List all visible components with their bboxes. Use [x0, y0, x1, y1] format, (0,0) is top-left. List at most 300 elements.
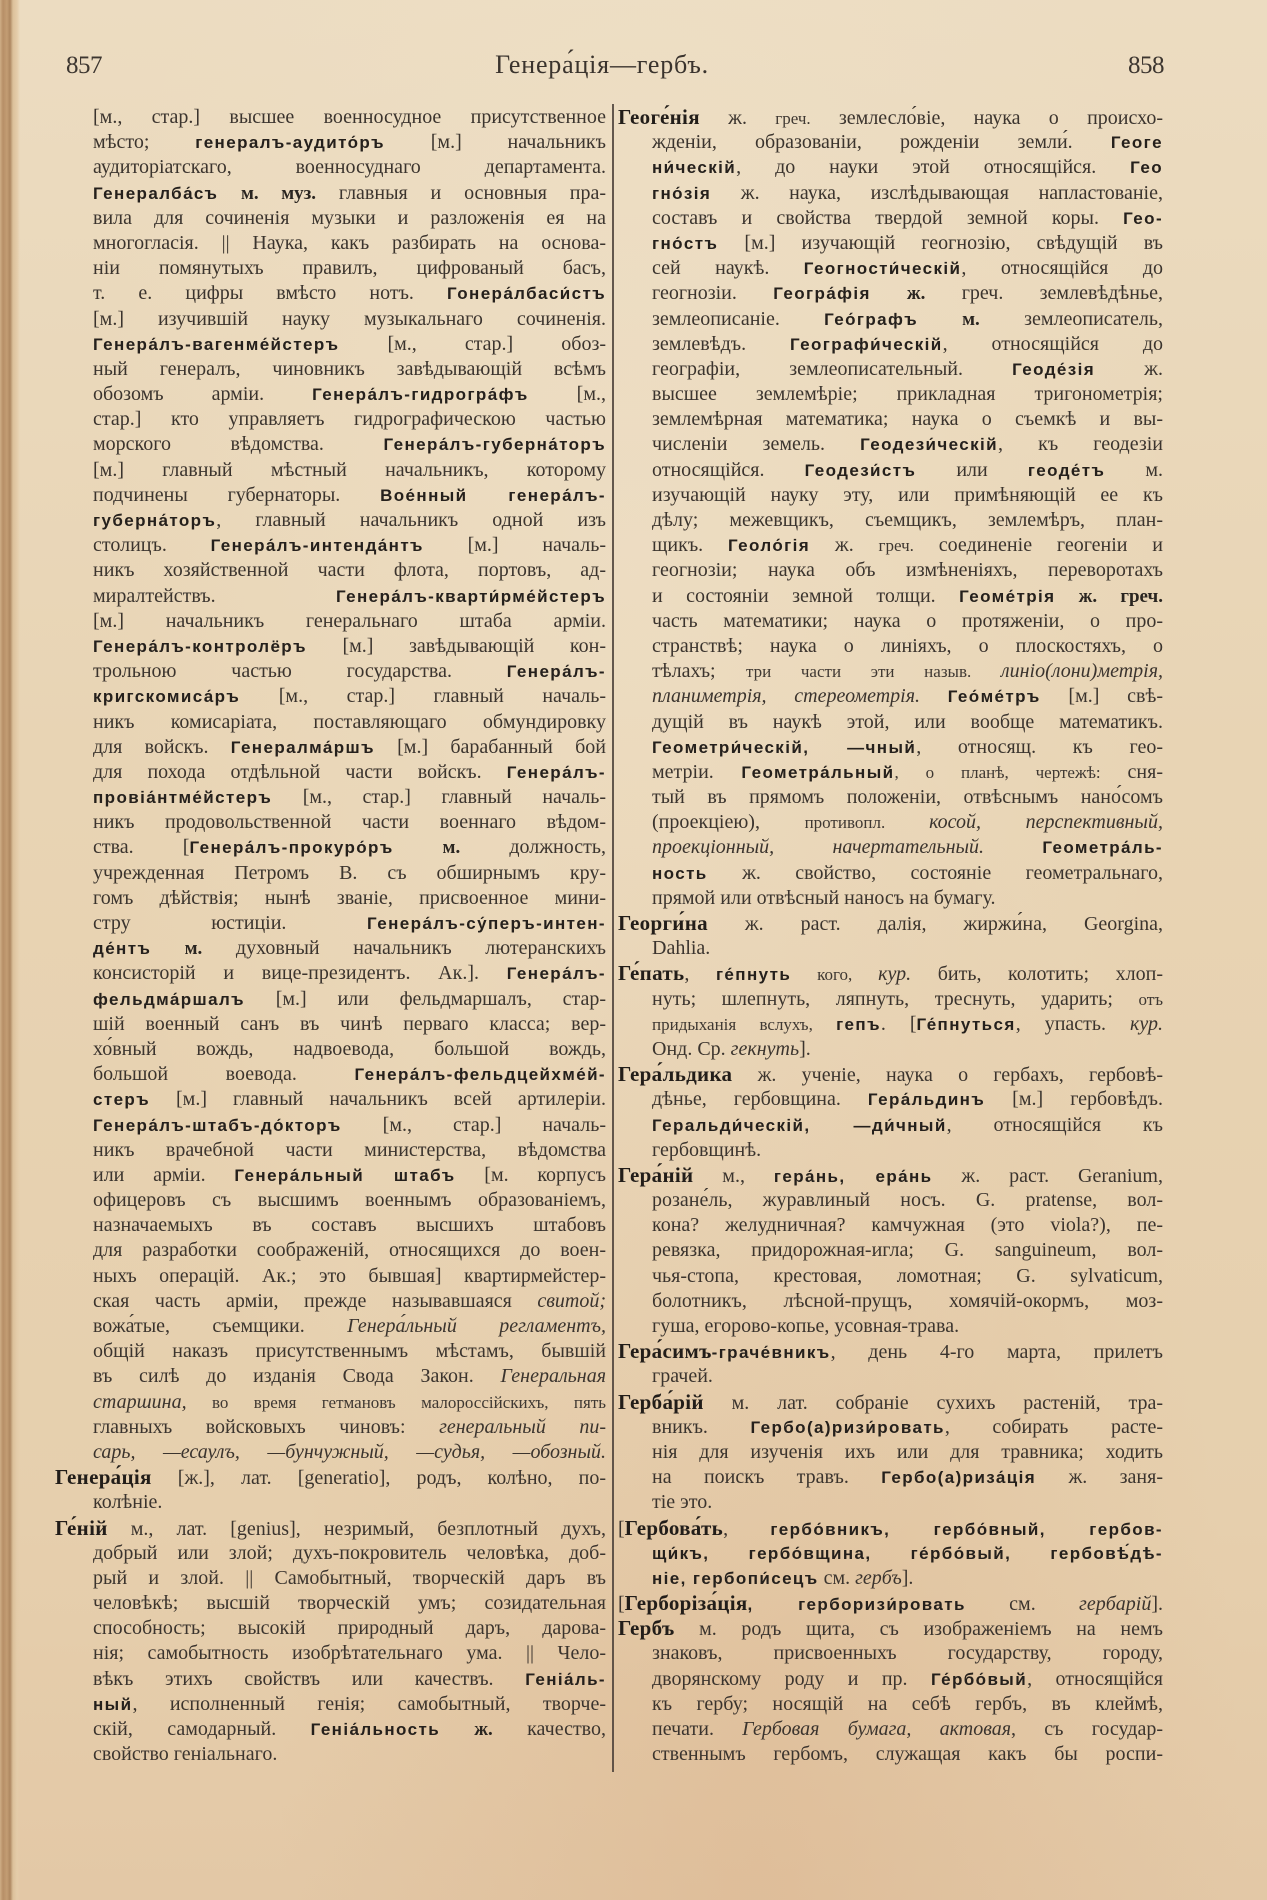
body-text: [м.] начальникъ генеральнаго штаба арміи. — [93, 609, 606, 632]
headword: ни́ческій — [652, 158, 737, 178]
small-text: греч. — [775, 109, 811, 128]
text-line — [618, 1465, 1163, 1490]
body-text: [м., стар.] главный началь- — [272, 786, 606, 809]
headword: гербо́вникъ, гербо́вный, гербов- — [770, 1519, 1163, 1539]
text-line — [55, 1188, 606, 1213]
small-text: противопл. — [804, 813, 930, 833]
body-text: стар.] кто управляетъ гидрографическою частью — [93, 408, 606, 431]
body-text: часть математики; наука о протяженіи, о про- — [652, 609, 1163, 632]
headword: Генера́лъ-контролёръ — [93, 636, 307, 656]
body-text: подчинены губернаторы. — [93, 483, 381, 506]
text-line — [55, 1742, 606, 1767]
headword: Геодези́стъ — [804, 460, 917, 480]
text-line — [55, 1390, 606, 1415]
body-text: относящійся. — [652, 458, 805, 481]
body-text: гербовщинѣ. — [652, 1138, 762, 1161]
text-line — [618, 1566, 1163, 1591]
headword: губерна́торъ — [93, 511, 217, 530]
text-line — [55, 1415, 606, 1440]
text-line — [618, 130, 1163, 155]
body-text: см. — [818, 1566, 856, 1589]
small-text: три части эти назыв. — [746, 662, 1001, 682]
body-text: составъ и свойства твердой земной коры. — [652, 206, 1124, 229]
body-text: , собирать расте- — [944, 1415, 1163, 1438]
entry-start-line — [618, 1516, 1163, 1541]
body-text: учрежденная Петромъ В. съ обширнымъ кру- — [93, 861, 606, 884]
body-text: аудиторіатскаго, военносуднаго департамента. — [93, 156, 606, 179]
text-line — [55, 256, 606, 281]
body-text: ж. — [1095, 357, 1163, 380]
body-text: землемѣрная математика; наука о съемкѣ и вы- — [652, 408, 1163, 431]
headword: Генералма́ршъ — [230, 737, 375, 757]
headword: Гербо(а)ризи́ровать — [750, 1417, 945, 1437]
body-text: землеописатель, — [979, 307, 1163, 330]
body-text: никъ хозяйственной части флота, портовъ, ад- — [93, 559, 606, 582]
text-line — [618, 1641, 1163, 1666]
headword: Геоге — [1110, 133, 1163, 153]
text-line — [618, 1264, 1163, 1289]
text-line — [618, 1717, 1163, 1742]
body-text: м. родъ щита, съ изображеніемъ на немъ — [674, 1618, 1163, 1641]
entry-start-line — [618, 961, 1163, 986]
body-text: общій наказъ присутственнымъ мѣстамъ, бывшій — [93, 1340, 606, 1363]
text-line — [55, 206, 606, 231]
body-text: дѣнье, гербовщина. — [652, 1088, 868, 1111]
headword: -граче́вникъ — [711, 1343, 831, 1363]
text-line — [618, 760, 1163, 785]
italic-text: гербарій — [1079, 1593, 1152, 1616]
headword: Генера́лъ-губерна́торъ — [383, 435, 606, 455]
body-text: къ гербу; носящій на себѣ гербъ, въ клеймѣ, — [652, 1692, 1163, 1715]
entry-start-line — [618, 911, 1163, 936]
text-line — [55, 181, 606, 206]
text-line — [618, 1289, 1163, 1314]
left-column — [55, 105, 606, 1767]
body-text: грачей. — [652, 1365, 713, 1388]
text-line — [618, 256, 1163, 281]
headword: Геральди́ческій, —ди́чный — [652, 1115, 947, 1135]
body-text: , день 4-го марта, прилетъ — [830, 1341, 1163, 1364]
headword: геоде́тъ — [1027, 460, 1106, 480]
body-text: свойство геніальнаго. — [93, 1743, 278, 1766]
headword: Генера́лъ-су́перъ-интен- — [367, 914, 606, 933]
text-line — [55, 332, 606, 357]
headword: де́нтъ — [93, 939, 152, 959]
body-text: тіе это. — [652, 1491, 713, 1514]
text-line — [618, 483, 1163, 508]
entry-headword: Гербова́ть — [624, 1515, 724, 1540]
body-text: кона? желудничная? камчужная (это viola?), пе- — [652, 1214, 1163, 1237]
body-text: [м.] гербовѣдъ. — [985, 1088, 1163, 1111]
body-text: дѣлу; межевщикъ, съемщикъ, землемѣръ, план- — [652, 509, 1163, 531]
text-line — [55, 508, 606, 533]
text-line — [618, 1541, 1163, 1566]
body-text: нія; самобытность изобрѣтательнаго ума. || Чело- — [93, 1642, 606, 1665]
text-line — [618, 1692, 1163, 1717]
body-text: (проекціею), — [652, 811, 805, 834]
body-text: ]. — [901, 1566, 914, 1589]
body-text: , исполненный генія; самобытный, творче- — [132, 1692, 606, 1715]
grammar-label: ж. греч. — [1055, 585, 1163, 607]
text-line — [618, 382, 1163, 407]
body-text: гомъ дѣйствія; нынѣ званіе, присвоенное мини- — [93, 886, 606, 909]
body-text: бить, колотить; хлоп- — [911, 963, 1163, 986]
headword: щи́къ, гербо́вщина, ге́рбо́вый, гербовѣ́дѣ- — [652, 1543, 1163, 1563]
text-line — [618, 1415, 1163, 1440]
right-page-number: 858 — [1128, 52, 1164, 79]
headword: Геодези́ческій — [860, 435, 999, 455]
body-text: [м., стар.] главный началь- — [240, 685, 606, 708]
body-text: для похода отдѣльной части войскъ. — [93, 760, 507, 783]
text-line — [618, 508, 1163, 533]
text-line — [55, 105, 606, 130]
grammar-label: ж. — [440, 1719, 493, 1740]
headword: Геогра́фія — [773, 284, 871, 304]
headword: Вое́нный генера́лъ- — [380, 485, 606, 505]
body-text: [м.] барабанный бой — [374, 735, 606, 758]
body-text: жденіи, образованіи, рожденіи земли́. — [652, 131, 1111, 154]
text-line — [618, 810, 1163, 835]
headword: Гера́льдинъ — [867, 1090, 986, 1110]
body-text: изучающій науку эту, или примѣняющій ее къ — [652, 483, 1163, 506]
headword: фельдма́ршалъ — [93, 989, 245, 1009]
body-text: , главный начальникъ одной изъ — [216, 509, 606, 531]
body-text: греч. землевѣдѣнье, — [925, 282, 1163, 305]
body-text: [м.] изучающій геогнозію, свѣдущій въ — [718, 231, 1163, 254]
text-line — [55, 382, 606, 407]
text-line — [55, 432, 606, 457]
body-text: никъ врачебной части министерства, вѣдомства — [93, 1138, 606, 1161]
italic-text: Генеральная — [500, 1365, 606, 1388]
body-text: , до науки этой относящійся. — [736, 156, 1131, 179]
italic-text: проекціонный, начертательный. — [652, 836, 985, 859]
body-text: сей наукѣ. — [652, 257, 804, 280]
headword: гно́стъ — [652, 233, 719, 253]
text-line — [618, 735, 1163, 760]
body-text: ственнымъ гербомъ, служащая какъ бы роспи- — [652, 1743, 1163, 1766]
headword: Геометра́льный — [741, 762, 895, 782]
text-line — [618, 987, 1163, 1012]
body-text: дворянскому роду и пр. — [652, 1667, 931, 1690]
entry-start-line — [618, 1163, 1163, 1188]
body-text: метріи. — [652, 760, 742, 783]
body-text: болотникъ, лѣсной-прущъ, хомячій-окормъ, моз- — [652, 1289, 1163, 1312]
body-text: , относящійся — [1027, 1667, 1163, 1690]
body-text: [м., — [528, 383, 606, 406]
body-text: землесло́віе, наука о происхо- — [810, 107, 1163, 129]
text-line — [618, 710, 1163, 735]
body-text: ж. раст. Geranium, — [932, 1164, 1163, 1187]
body-text: щикъ. — [652, 534, 728, 557]
text-line — [55, 1616, 606, 1641]
headword: Генера́лъ- — [506, 762, 606, 782]
body-text: [м., стар.] обоз- — [339, 332, 606, 355]
italic-text: гекнуть — [730, 1037, 800, 1060]
body-text: ж. — [699, 107, 776, 129]
body-text: ж. свойство, состояніе геометральнаго, — [707, 861, 1163, 884]
grammar-label: м. муз. — [218, 182, 317, 204]
grammar-label: м. — [151, 938, 203, 960]
small-text: кого, — [791, 965, 879, 985]
text-line — [55, 281, 606, 306]
entry-headword: Георги́на — [618, 911, 708, 935]
headword: Гео- — [1123, 208, 1163, 228]
headword: Ге́рбо́вый — [930, 1669, 1028, 1689]
text-line — [55, 1264, 606, 1289]
headword: Генера́лъ-вагенме́йстеръ — [93, 334, 340, 354]
entry-start-line — [618, 1616, 1163, 1641]
text-line — [55, 130, 606, 155]
headword: Геоде́зія — [1012, 359, 1096, 379]
body-text: рый и злой. || Самобытный, творческій даръ въ — [93, 1566, 606, 1589]
text-line — [618, 332, 1163, 357]
italic-text: кур. — [1130, 1012, 1163, 1035]
text-line — [618, 1037, 1163, 1062]
body-text: ный генералъ, чиновникъ завѣдывающій всѣмъ — [93, 357, 606, 380]
text-line — [618, 281, 1163, 306]
body-text: вѣкъ этихъ свойствъ или качествъ. — [93, 1667, 526, 1690]
text-line — [55, 1692, 606, 1717]
italic-text: планиметрія, стереометрія. — [652, 685, 921, 708]
body-text: нуть; шлепнуть, ляпнуть, треснуть, ударить; — [652, 987, 1139, 1010]
text-line — [55, 155, 606, 180]
headword: Гонера́лбаси́стъ — [447, 284, 606, 304]
body-text: способность; высокій природный даръ, дарова- — [93, 1617, 606, 1640]
headword: Геоме́трія — [959, 586, 1056, 606]
body-text: никъ продовольственной части военнаго вѣдом- — [93, 811, 606, 834]
body-text: м. — [1105, 458, 1164, 481]
body-text: , — [684, 963, 716, 986]
body-text: въ силѣ до изданія Свода Закон. — [93, 1365, 501, 1388]
text-line — [55, 307, 606, 332]
text-line — [618, 1440, 1163, 1465]
headword: Геніа́льность — [310, 1720, 441, 1739]
headword: Геніа́ль- — [525, 1669, 606, 1689]
text-line — [55, 961, 606, 986]
italic-text: гербъ — [855, 1566, 902, 1589]
body-text: [м.] главный мѣстный начальникъ, которому — [93, 458, 606, 481]
body-text: см. — [965, 1593, 1080, 1616]
body-text: для разработки соображеній, относящихся до воен- — [93, 1239, 606, 1262]
headword: Ге́пнуться — [916, 1014, 1016, 1034]
body-text: или арміи. — [93, 1163, 235, 1186]
body-text: морского вѣдомства. — [93, 433, 384, 456]
body-text: ства. [ — [93, 836, 190, 859]
body-text: для войскъ. — [93, 735, 231, 758]
text-line — [55, 1440, 606, 1465]
text-line — [55, 1541, 606, 1566]
page-gutter-edge — [0, 0, 20, 1900]
headword: Генера́лъ-интенда́нтъ — [210, 536, 424, 556]
body-text: географіи, землеописательный. — [652, 357, 1013, 380]
text-line — [55, 458, 606, 483]
text-line — [55, 886, 606, 911]
text-line — [55, 1289, 606, 1314]
text-line — [55, 1037, 606, 1062]
entry-start-line — [618, 105, 1163, 130]
body-text: высшее землемѣріе; прикладная тригонометрія; — [652, 383, 1163, 406]
text-line — [55, 1667, 606, 1692]
body-text: ныхъ операцій. Ак.; это бывшая] квартирмейстер- — [93, 1264, 606, 1287]
body-text: [м., стар.] высшее военносудное присутственное — [93, 106, 606, 128]
text-line — [55, 1213, 606, 1238]
body-text: вила для сочиненія музыки и разложенія ея на — [93, 206, 606, 229]
right-column — [618, 105, 1163, 1767]
headword: кригскомиса́ръ — [93, 687, 241, 707]
text-line — [55, 1717, 606, 1742]
body-text: [ — [618, 1517, 625, 1540]
text-line — [618, 1188, 1163, 1213]
text-line — [618, 1314, 1163, 1339]
text-line — [618, 659, 1163, 684]
body-text: [м.] свѣ- — [1040, 685, 1163, 708]
headword: Генера́лъ-гидрогра́фъ — [312, 385, 529, 405]
entry-start-line — [618, 1339, 1163, 1364]
grammar-label: ж. — [870, 283, 926, 305]
body-text: и состояніи земной толщи. — [652, 584, 960, 607]
text-line — [618, 1113, 1163, 1138]
headword: генералъ-аудито́ръ — [195, 133, 385, 153]
body-text: ж. наука, изслѣдывающая напластованіе, — [711, 181, 1163, 204]
text-line — [618, 155, 1163, 180]
body-text: т. е. цифры вмѣсто нотъ. — [93, 282, 448, 305]
entry-headword: Гера́льдика — [618, 1062, 733, 1087]
small-text: , о планѣ, чертежѣ: — [894, 762, 1128, 782]
body-text: человѣкѣ; высшій творческій умъ; созидательная — [93, 1592, 606, 1615]
small-text: во время гетмановъ малороссійскихъ, пять — [186, 1392, 606, 1412]
body-text — [920, 685, 948, 707]
italic-text: старшина, — [93, 1390, 187, 1413]
body-text: на поискъ травъ. — [652, 1466, 882, 1489]
running-title: Генера́ція—гербъ. — [495, 50, 709, 79]
headword: ніе, гербопи́сецъ — [652, 1568, 819, 1588]
body-text: тѣлахъ; — [652, 660, 746, 683]
body-text: офицеровъ съ высшимъ военнымъ образованіемъ, — [93, 1189, 606, 1212]
body-text: трольною частью государства. — [93, 660, 507, 683]
body-text: [м., стар.] началь- — [341, 1113, 606, 1136]
left-page-number: 857 — [66, 52, 102, 79]
headword: Гео́ме́тръ — [947, 687, 1041, 707]
body-text: , относящ. къ гео- — [916, 735, 1163, 758]
text-line — [55, 357, 606, 382]
text-line — [55, 1163, 606, 1188]
grammar-label: м. — [918, 308, 980, 330]
text-line — [55, 1314, 606, 1339]
text-line — [55, 684, 606, 709]
body-text: , относящійся до — [942, 332, 1163, 355]
body-text: вникъ. — [652, 1415, 751, 1438]
body-text: вожа́тые, съемщики. — [93, 1315, 348, 1337]
entry-headword: Герба́рій — [618, 1389, 704, 1414]
text-line — [55, 1138, 606, 1163]
headword: Географи́ческій — [789, 334, 943, 354]
body-text: розане́ль, журавлиный носъ. G. pratense, вол- — [652, 1189, 1163, 1212]
body-text: [м.] изучившій науку музыкальнаго сочиненія. — [93, 307, 606, 330]
body-text: шій военный санъ въ чинѣ перваго класса; вер- — [93, 1012, 606, 1035]
entry-start-line — [55, 1465, 606, 1490]
grammar-label: м. — [393, 837, 461, 859]
body-text: хо́вный вождь, надвоевода, большой вождь, — [93, 1037, 606, 1060]
body-text: главныхъ войсковыхъ чиновъ: — [93, 1415, 440, 1438]
text-line — [618, 1012, 1163, 1037]
body-text: дущій въ наукѣ этой, или вообще математикъ. — [652, 710, 1163, 733]
headword: гепъ — [836, 1014, 881, 1034]
body-text: , относящійся до — [961, 257, 1164, 280]
text-line — [55, 735, 606, 760]
headword: ге́пнуть — [715, 965, 792, 985]
entry-headword: Ге́пать — [618, 961, 685, 986]
text-line — [618, 1087, 1163, 1112]
headword: , герборизи́ровать — [747, 1595, 966, 1615]
text-line — [618, 936, 1163, 961]
body-text: большой воевода. — [93, 1063, 355, 1086]
headword: Генералба́съ — [93, 183, 219, 203]
text-line — [55, 861, 606, 886]
text-line — [55, 609, 606, 634]
body-text: духовный начальникъ лютеранскихъ — [202, 937, 607, 960]
headword: Гео — [1130, 158, 1163, 178]
body-text: знаковъ, присвоенныхъ государству, городу, — [652, 1642, 1163, 1665]
body-text: чья-стопа, крестовая, ломотная; G. sylvaticum, — [652, 1264, 1163, 1287]
text-line — [55, 1641, 606, 1666]
text-line — [618, 886, 1163, 911]
text-line — [618, 684, 1163, 709]
body-text: главныя и основныя пра- — [316, 181, 606, 204]
entry-start-line — [55, 1516, 606, 1541]
text-line — [55, 407, 606, 432]
body-text: консисторій и вице-президентъ. Ак.]. — [93, 962, 507, 985]
body-text: численіи земель. — [652, 433, 861, 456]
headword: гера́нь, ера́нь — [773, 1166, 933, 1186]
body-text: [м.] главный начальникъ всей артилеріи. — [150, 1088, 606, 1111]
body-text: [м. корпусъ — [455, 1163, 606, 1186]
text-line — [618, 206, 1163, 231]
text-line — [55, 659, 606, 684]
headword: Генера́лъ-штабъ-до́кторъ — [93, 1115, 342, 1135]
text-line — [618, 432, 1163, 457]
entry-headword: Гера́ній — [618, 1162, 694, 1187]
text-line — [618, 357, 1163, 382]
body-text: гуша, егорово-копье, усовная-трава. — [652, 1315, 960, 1337]
body-text: ревязка, придорожная-игла; G. sanguineum, вол- — [652, 1239, 1163, 1262]
headword: ность — [652, 863, 708, 883]
body-text: нія для изученія ихъ или для травника; ходить — [652, 1440, 1163, 1463]
text-line — [55, 634, 606, 659]
small-text: отъ — [1138, 989, 1163, 1009]
body-text: Dahlia. — [652, 937, 711, 960]
headword: Геометра́ль- — [1042, 838, 1163, 858]
body-text: столицъ. — [93, 534, 211, 557]
italic-text: свитой; — [537, 1289, 606, 1312]
entry-headword: Герборіза́ція — [624, 1591, 748, 1616]
body-text: ж. — [810, 534, 879, 557]
text-line — [55, 760, 606, 785]
body-text: [м.] завѣдывающій кон- — [306, 634, 606, 657]
headword: Генера́лъ-фельдцейхме́й- — [354, 1065, 606, 1085]
text-line — [618, 835, 1163, 860]
headword: ный — [93, 1694, 133, 1714]
body-text: никъ комисаріата, поставляющаго обмундировку — [93, 710, 606, 733]
text-line — [55, 1238, 606, 1263]
small-text: придыханія вслухъ, — [652, 1014, 837, 1034]
text-line — [618, 1238, 1163, 1263]
headword: Генера́лъ- — [506, 662, 606, 682]
body-text: печати. — [652, 1718, 743, 1740]
body-text: , относящійся къ — [946, 1113, 1163, 1136]
body-text: сня- — [1127, 760, 1163, 783]
italic-text: кур. — [878, 963, 912, 986]
small-text: греч. — [878, 536, 914, 556]
